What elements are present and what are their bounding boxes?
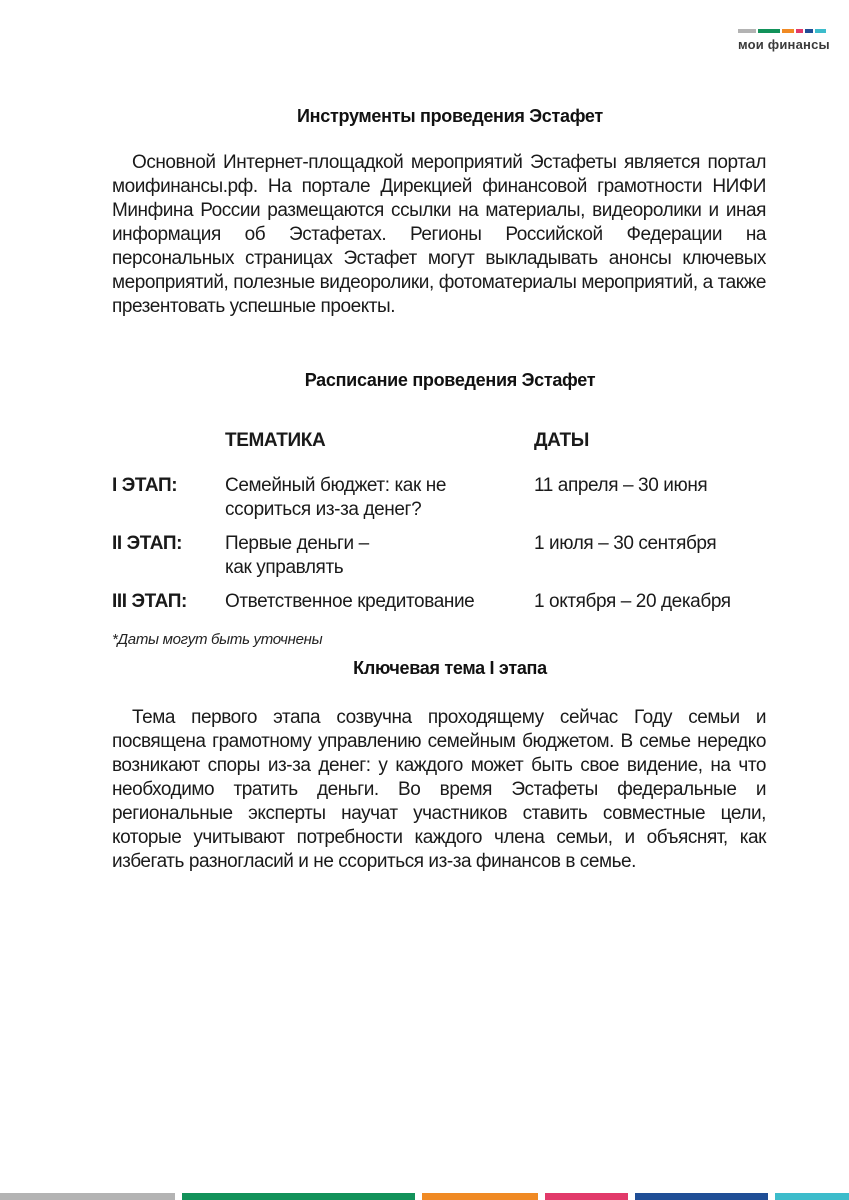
stage-dates: 1 октября – 20 декабря [534,591,731,612]
footer-stripe-orange [422,1193,538,1200]
stage-topic-line: Ответственное кредитование [225,591,475,612]
column-header-topic: ТЕМАТИКА [225,430,326,451]
stage-label: II ЭТАП: [112,533,183,554]
logo-stripe-gray [738,29,756,33]
stage-topic-line: Семейный бюджет: как не [225,475,447,496]
section-title-key-theme: Ключевая тема I этапа [353,658,547,678]
footer-stripe-blue [635,1193,768,1200]
logo-stripe-pink [796,29,803,33]
stage-dates: 1 июля – 30 сентября [534,533,717,554]
footer-color-stripe [0,1193,849,1200]
section-title-schedule: Расписание проведения Эстафет [304,370,596,390]
tools-paragraph: Основной Интернет-площадкой мероприятий Эстафеты является портал моифинансы.рф. На портале Дирекцией финансовой грамотности НИФИ Минфина России размещаются ссылки на материалы, видеоролики и иная информация об Эстафетах. Регионы Российской Федерации на персональных страницах Эстафет могут выкладывать анонсы ключевых мероприятий, полезные видеоролики, фотоматериалы мероприятий, а также презентовать успешные проекты. [112,152,766,317]
section-title-tools: Инструменты проведения Эстафет [297,106,603,126]
key-theme-paragraph: Тема первого этапа созвучна проходящему сейчас Году семьи и посвящена грамотному управлению семейным бюджетом. В семье нередко возникают споры из-за денег: у каждого может быть свое видение, на что необходимо тратить деньги. Во время Эстафеты федеральные и региональные эксперты научат участников ставить совместные цели, которые учитывают потребности каждого члена семьи, и объяснят, как избегать разногласий и не ссориться из-за финансов в семье. [112,707,766,872]
footer-stripe-pink [545,1193,628,1200]
stage-topic [225,532,369,580]
dates-footnote: *Даты могут быть уточнены [112,631,323,648]
stage-topic-line: ссориться из-за денег? [225,499,422,520]
stage-topic [225,474,446,522]
logo-stripe-green [758,29,780,33]
schedule-table [112,430,788,612]
logo-stripe-blue [805,29,813,33]
stage-topic-line: Первые деньги – [225,533,369,554]
stage-topic-line: как управлять [225,557,344,578]
logo-stripe-orange [782,29,794,33]
stage-topic [225,590,474,614]
stage-label: I ЭТАП: [112,475,178,496]
footer-stripe-gray [0,1193,175,1200]
logo-text: мои финансы [738,37,830,52]
logo-color-stripe [738,29,828,33]
footer-stripe-green [182,1193,415,1200]
column-header-dates: ДАТЫ [534,430,589,451]
footer-stripe-teal [775,1193,849,1200]
stage-dates: 11 апреля – 30 июня [534,475,708,496]
logo-stripe-teal [815,29,826,33]
stage-label: III ЭТАП: [112,591,187,612]
brand-logo [738,29,828,52]
schedule-table-header [112,430,788,460]
